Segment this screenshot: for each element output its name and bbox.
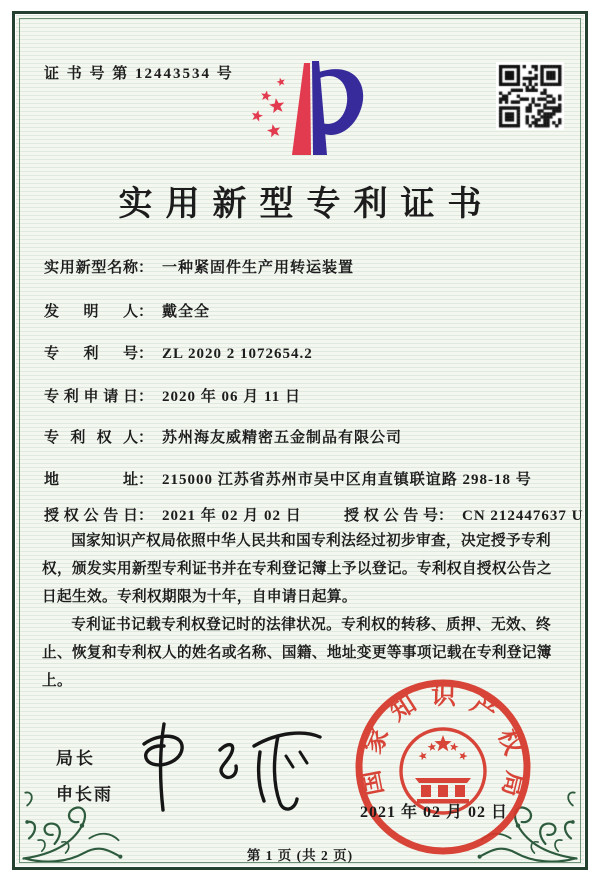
field-inventor: 发明人： 戴全全 xyxy=(44,300,564,321)
field-label: 专利申请日 xyxy=(44,389,138,405)
field-grant-date: 授权公告日： 2021 年 02 月 02 日 xyxy=(44,508,302,524)
seal-date: 2021 年 02 月 02 日 xyxy=(360,804,509,821)
field-value: 一种紧固件生产用转运装置 xyxy=(162,260,355,276)
field-label: 地址 xyxy=(44,472,138,488)
field-label: 授权公告号 xyxy=(344,508,438,524)
field-utility-model-name: 实用新型名称： 一种紧固件生产用转运装置 xyxy=(44,256,564,277)
field-grant-row xyxy=(44,504,584,525)
officer-title: 局长 xyxy=(56,749,96,768)
page-number: 第 1 页 (共 2 页) xyxy=(246,848,354,863)
field-label: 授权公告日 xyxy=(44,508,138,524)
field-patentee: 专利权人： 苏州海友威精密五金制品有限公司 xyxy=(44,426,564,447)
field-label: 专利权人 xyxy=(44,430,138,446)
director-signature xyxy=(128,716,332,820)
field-value: 戴全全 xyxy=(162,304,211,320)
field-value: 苏州海友威精密五金制品有限公司 xyxy=(162,430,403,446)
cnipa-logo-icon xyxy=(243,58,375,162)
legal-paragraph-1: 国家知识产权局依照中华人民共和国专利法经过初步审查，决定授予专利权，颁发实用新型专利证书并在专利登记簿上予以登记。专利权自授权公告之日起生效。专利权期限为十年，自申请日起算。 xyxy=(42,533,552,605)
seal-text: 国家知识产权局 xyxy=(356,682,529,802)
field-label: 专利号 xyxy=(44,346,138,362)
field-filing-date: 专利申请日： 2020 年 06 月 11 日 xyxy=(44,385,564,406)
field-value: CN 212447637 U xyxy=(462,508,584,524)
field-value: 2021 年 02 月 02 日 xyxy=(162,508,302,524)
field-value: 2020 年 06 月 11 日 xyxy=(162,389,301,405)
officer-name: 申长雨 xyxy=(56,785,113,804)
field-patent-number: 专利号： ZL 2020 2 1072654.2 xyxy=(44,342,564,363)
field-label: 发明人 xyxy=(44,304,138,320)
field-value: 215000 江苏省苏州市吴中区甪直镇联谊路 298-18 号 xyxy=(162,472,532,488)
field-grant-number: 授权公告号： CN 212447637 U xyxy=(344,504,584,525)
legal-paragraph-2: 专利证书记载专利权登记时的法律状况。专利权的转移、质押、无效、终止、恢复和专利权人的姓名或名称、国籍、地址变更等事项记载在专利登记簿上。 xyxy=(42,617,552,689)
field-value: ZL 2020 2 1072654.2 xyxy=(162,346,313,362)
field-label: 实用新型名称 xyxy=(44,260,138,276)
certificate-number: 证 书 号 第 12443534 号 xyxy=(44,66,234,82)
qr-code xyxy=(496,62,564,130)
certificate-title: 实用新型专利证书 xyxy=(118,186,495,223)
official-seal xyxy=(350,674,536,860)
field-address: 地址： 215000 江苏省苏州市吴中区甪直镇联谊路 298-18 号 xyxy=(44,468,564,489)
legal-text xyxy=(42,527,560,695)
